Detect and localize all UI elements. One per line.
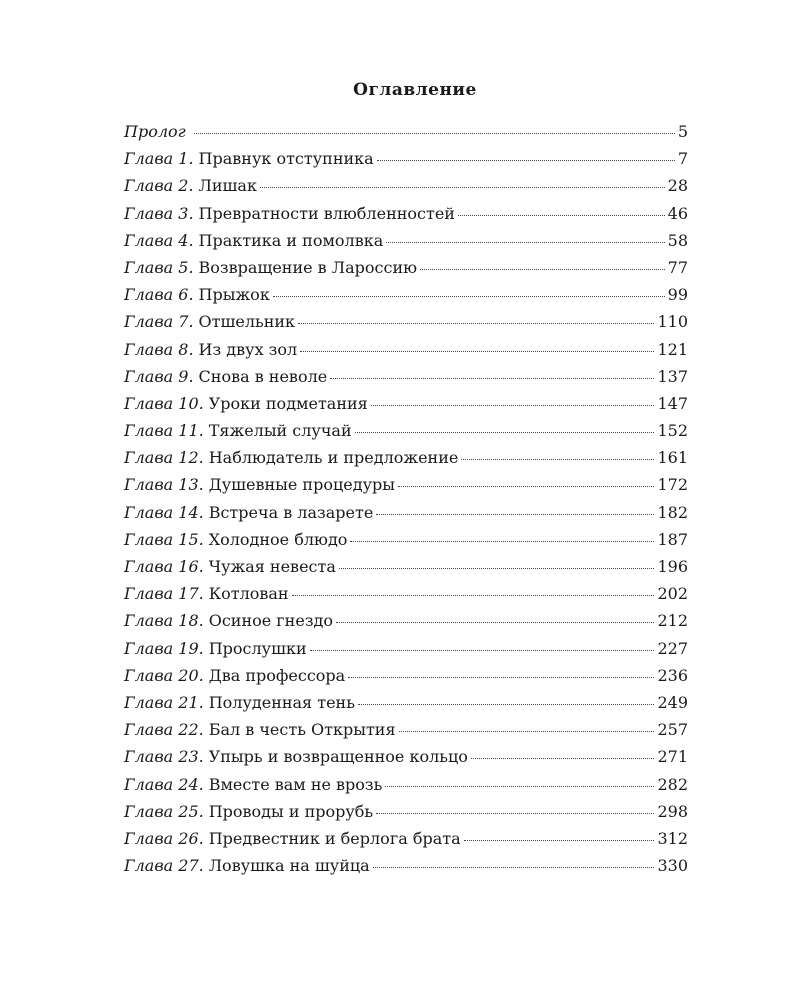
- dot-leader: [336, 622, 654, 623]
- dot-leader: [385, 786, 654, 787]
- toc-entry-title: Наблюдатель и предложение: [208, 448, 459, 468]
- toc-entry-label: Глава 11.: [124, 421, 204, 441]
- toc-entry-title: Два профессора: [208, 665, 346, 685]
- dot-leader: [420, 269, 665, 270]
- dot-leader: [292, 595, 655, 596]
- dot-leader: [310, 650, 655, 651]
- toc-entry[interactable]: [124, 557, 688, 584]
- toc-entry-page: 77: [667, 257, 688, 277]
- toc-entry-label: Глава 2.: [124, 176, 194, 196]
- toc-entry[interactable]: [124, 285, 688, 312]
- toc-entry-page: 152: [657, 421, 688, 441]
- toc-entry-page: 236: [657, 665, 688, 685]
- toc-entry[interactable]: [124, 720, 688, 747]
- toc-entry-page: 5: [677, 122, 688, 141]
- toc-entry-title: Прыжок: [198, 285, 270, 305]
- toc-entry[interactable]: [124, 448, 688, 475]
- toc-entry-label: Глава 10.: [124, 393, 204, 413]
- toc-entry-title: Чужая невеста: [208, 557, 336, 576]
- dot-leader: [371, 405, 655, 406]
- toc-entry[interactable]: [124, 639, 688, 666]
- toc-entry-title: Бал в честь Открытия: [208, 720, 396, 740]
- toc-entry-page: 298: [657, 801, 688, 821]
- toc-entry-title: Полуденная тень: [208, 692, 355, 712]
- toc-entry-label: Пролог: [124, 122, 186, 141]
- dot-leader: [376, 514, 654, 515]
- toc-entry[interactable]: [124, 340, 688, 367]
- toc-entry-page: 212: [657, 611, 688, 631]
- toc-entry-label: Глава 27.: [124, 856, 204, 876]
- toc-entry-title: Тяжелый случай: [208, 421, 352, 441]
- page-title: Оглавление: [353, 80, 477, 100]
- toc-entry[interactable]: [124, 312, 688, 339]
- toc-entry-label: Глава 7.: [124, 312, 194, 332]
- dot-leader: [398, 486, 654, 487]
- toc-entry-label: Глава 15.: [124, 529, 204, 549]
- toc-entry[interactable]: [124, 775, 688, 802]
- table-of-contents: [124, 122, 688, 883]
- toc-entry[interactable]: [124, 503, 688, 530]
- toc-entry-label: Глава 9.: [124, 366, 194, 386]
- toc-entry-page: 187: [657, 529, 688, 549]
- dot-leader: [194, 133, 675, 134]
- dot-leader: [461, 459, 654, 460]
- toc-entry-title: Из двух зол: [198, 339, 298, 359]
- toc-entry-title: Душевные процедуры: [208, 475, 395, 495]
- dot-leader: [471, 758, 655, 759]
- toc-entry-label: Глава 26.: [124, 828, 204, 848]
- toc-entry-title: Уроки подметания: [208, 393, 368, 413]
- toc-entry-page: 330: [657, 856, 688, 876]
- toc-entry[interactable]: [124, 856, 688, 883]
- toc-entry-page: 249: [657, 692, 688, 712]
- toc-entry-label: Глава 21.: [124, 692, 204, 712]
- toc-entry[interactable]: [124, 475, 688, 502]
- toc-entry[interactable]: [124, 666, 688, 693]
- toc-entry-page: 312: [657, 828, 688, 848]
- toc-entry-page: 110: [657, 312, 688, 332]
- toc-entry-page: 46: [667, 203, 688, 223]
- toc-entry[interactable]: [124, 122, 688, 149]
- toc-entry-title: Отшельник: [198, 312, 296, 332]
- toc-entry-label: Глава 5.: [124, 257, 194, 277]
- toc-entry[interactable]: [124, 204, 688, 231]
- dot-leader: [350, 541, 654, 542]
- dot-leader: [348, 677, 654, 678]
- toc-entry-label: Глава 24.: [124, 774, 204, 794]
- dot-leader: [399, 731, 655, 732]
- toc-entry-page: 182: [657, 502, 688, 522]
- dot-leader: [273, 296, 665, 297]
- toc-entry-page: 161: [657, 448, 688, 468]
- toc-entry-label: Глава 6.: [124, 285, 194, 305]
- toc-entry-page: 172: [657, 475, 688, 495]
- toc-entry[interactable]: [124, 611, 688, 638]
- toc-entry[interactable]: [124, 693, 688, 720]
- toc-entry-page: 58: [667, 230, 688, 250]
- toc-entry-title: Превратности влюбленностей: [198, 203, 455, 223]
- dot-leader: [376, 813, 654, 814]
- toc-entry-page: 271: [657, 747, 688, 767]
- toc-entry[interactable]: [124, 584, 688, 611]
- dot-leader: [260, 187, 665, 188]
- toc-entry-page: 257: [657, 720, 688, 740]
- toc-entry-title: Практика и помолвка: [198, 230, 384, 250]
- toc-entry-label: Глава 23.: [124, 747, 204, 767]
- toc-entry-label: Глава 16.: [124, 557, 204, 576]
- dot-leader: [358, 704, 655, 705]
- toc-entry-title: Предвестник и берлога брата: [208, 828, 461, 848]
- toc-entry[interactable]: [124, 421, 688, 448]
- toc-entry[interactable]: [124, 367, 688, 394]
- toc-entry-page: 28: [667, 176, 688, 196]
- toc-entry-title: Снова в неволе: [198, 366, 328, 386]
- toc-entry-label: Глава 3.: [124, 203, 194, 223]
- toc-entry-label: Глава 18.: [124, 611, 204, 631]
- toc-entry-title: Холодное блюдо: [208, 529, 348, 549]
- toc-entry-page: 147: [657, 393, 688, 413]
- toc-entry-label: Глава 25.: [124, 801, 204, 821]
- dot-leader: [355, 432, 655, 433]
- toc-entry-label: Глава 1.: [124, 149, 194, 169]
- toc-entry-page: 282: [657, 774, 688, 794]
- toc-entry-label: Глава 20.: [124, 665, 204, 685]
- dot-leader: [373, 867, 655, 868]
- toc-entry-title: Осиное гнездо: [208, 611, 334, 631]
- toc-entry-label: Глава 4.: [124, 230, 194, 250]
- toc-entry-label: Глава 8.: [124, 339, 194, 359]
- toc-entry-label: Глава 19.: [124, 638, 204, 658]
- toc-entry-title: Возвращение в Лароссию: [198, 257, 418, 277]
- toc-entry-label: Глава 12.: [124, 448, 204, 468]
- toc-entry-label: Глава 13.: [124, 475, 204, 495]
- toc-entry[interactable]: [124, 176, 688, 203]
- dot-leader: [464, 840, 655, 841]
- toc-entry-page: 121: [657, 339, 688, 359]
- toc-entry-title: Ловушка на шуйца: [208, 856, 370, 876]
- toc-entry[interactable]: [124, 149, 688, 176]
- toc-entry-page: 227: [657, 638, 688, 658]
- toc-entry-title: Правнук отступника: [198, 149, 374, 169]
- toc-entry-page: 7: [677, 149, 688, 169]
- toc-entry-title: Котлован: [208, 584, 289, 604]
- toc-entry[interactable]: [124, 747, 688, 774]
- toc-entry-label: Глава 17.: [124, 584, 204, 604]
- toc-entry-label: Глава 22.: [124, 720, 204, 740]
- toc-entry-page: 196: [657, 557, 688, 576]
- toc-entry[interactable]: [124, 231, 688, 258]
- toc-entry-title: Проводы и прорубь: [208, 801, 374, 821]
- dot-leader: [330, 378, 654, 379]
- toc-entry-page: 202: [657, 584, 688, 604]
- toc-entry[interactable]: [124, 530, 688, 557]
- toc-entry[interactable]: [124, 829, 688, 856]
- dot-leader: [298, 323, 654, 324]
- toc-entry-page: 99: [667, 285, 688, 305]
- dot-leader: [458, 215, 665, 216]
- dot-leader: [386, 242, 664, 243]
- toc-entry-title: Упырь и возвращенное кольцо: [208, 747, 468, 767]
- dot-leader: [300, 351, 654, 352]
- toc-entry[interactable]: [124, 258, 688, 285]
- toc-entry-title: Лишак: [198, 176, 257, 196]
- toc-entry-title: Встреча в лазарете: [208, 502, 374, 522]
- toc-entry-title: Вместе вам не врозь: [208, 774, 383, 794]
- toc-entry-title: Прослушки: [208, 638, 307, 658]
- dot-leader: [339, 568, 655, 569]
- toc-entry[interactable]: [124, 802, 688, 829]
- dot-leader: [377, 160, 675, 161]
- toc-entry-page: 137: [657, 366, 688, 386]
- toc-entry-label: Глава 14.: [124, 502, 204, 522]
- toc-entry[interactable]: [124, 394, 688, 421]
